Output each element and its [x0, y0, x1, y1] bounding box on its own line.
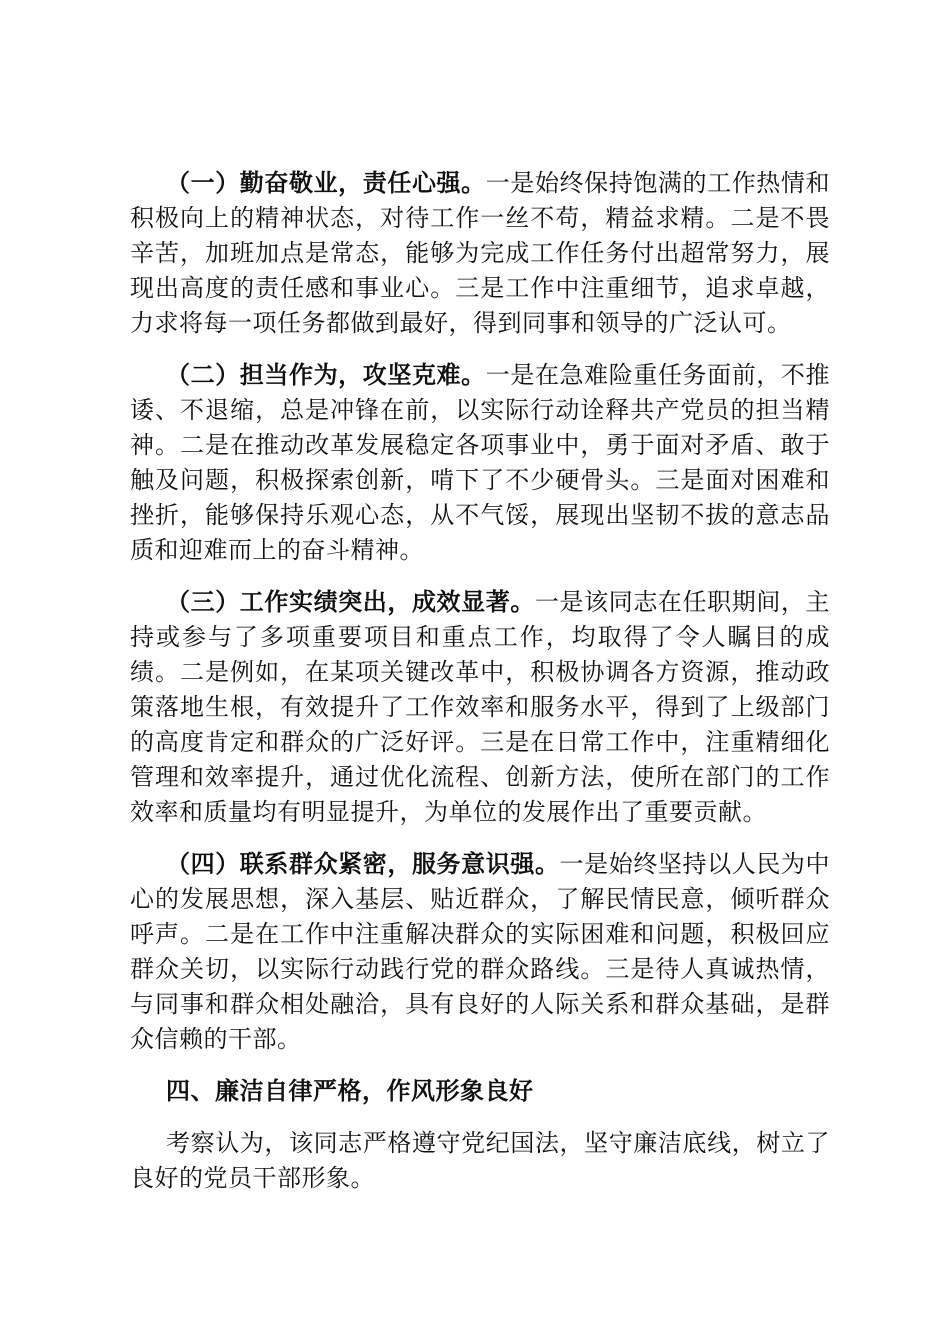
section-lead-4: （四）联系群众紧密，服务意识强。: [166, 850, 560, 878]
section-lead-2: （二）担当作为，攻坚克难。: [166, 361, 486, 389]
closing-paragraph: 考察认为，该同志严格遵守党纪国法，坚守廉洁底线，树立了良好的党员干部形象。: [130, 1129, 830, 1192]
document-page: [130, 166, 830, 1213]
section-body-1: 一是始终保持饱满的工作热情和积极向上的精神状态，对待工作一丝不苟，精益求精。二是不畏辛苦，加班加点是常态，能够为完成工作任务付出超常努力，展现出高度的责任感和事业心。三是工作中注重细节，追求卓越，力求将每一项任务都做到最好，得到同事和领导的广泛认可。: [130, 169, 830, 337]
section-paragraph-4: [130, 847, 830, 1057]
section-paragraph-3: [130, 585, 830, 830]
section-heading: 四、廉洁自律严格，作风形象良好: [166, 1077, 534, 1105]
section-body-2: 一是在急难险重任务面前，不推诿、不退缩，总是冲锋在前，以实际行动诠释共产党员的担当精神。二是在推动改革发展稳定各项事业中，勇于面对矛盾、敢于触及问题，积极探索创新，啃下了不少硬骨头。三是面对困难和挫折，能够保持乐观心态，从不气馁，展现出坚韧不拔的意志品质和迎难而上的奋斗精神。: [130, 361, 830, 564]
section-lead-3: （三）工作实绩突出，成效显著。: [166, 588, 535, 616]
section-body-4: 一是始终坚持以人民为中心的发展思想，深入基层、贴近群众，了解民情民意，倾听群众呼声。二是在工作中注重解决群众的实际困难和问题，积极回应群众关切，以实际行动践行党的群众路线。三是待人真诚热情，与同事和群众相处融洽，具有良好的人际关系和群众基础，是群众信赖的干部。: [130, 850, 831, 1053]
section-paragraph-1: [130, 166, 830, 341]
section-paragraph-2: [130, 358, 830, 568]
section-lead-1: （一）勤奋敬业，责任心强。: [166, 169, 486, 197]
section-body-3: 一是该同志在任职期间，主持或参与了多项重要项目和重点工作，均取得了令人瞩目的成绩。二是例如，在某项关键改革中，积极协调各方资源，推动政策落地生根，有效提升了工作效率和服务水平，得到了上级部门的高度肯定和群众的广泛好评。三是在日常工作中，注重精细化管理和效率提升，通过优化流程、创新方法，使所在部门的工作效率和质量均有明显提升，为单位的发展作出了重要贡献。: [130, 588, 831, 826]
